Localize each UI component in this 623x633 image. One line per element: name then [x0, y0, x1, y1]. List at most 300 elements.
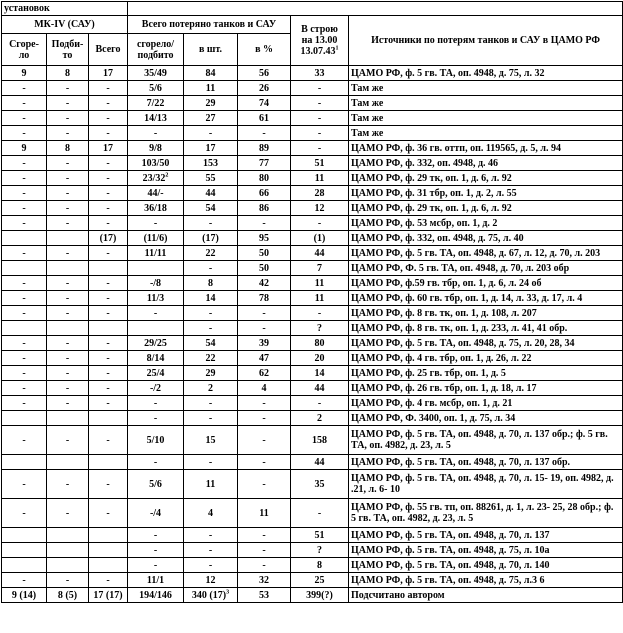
- cell-burned: -: [2, 171, 47, 186]
- cell-in-units: -: [184, 411, 238, 426]
- cell-in-percent: 56: [238, 66, 291, 81]
- cell-in-percent: 32: [238, 573, 291, 588]
- table-row: [2, 201, 623, 216]
- cell-total: [89, 321, 128, 336]
- cell-burned: -: [2, 366, 47, 381]
- cell-burned: -: [2, 96, 47, 111]
- cell-in-units: 27: [184, 111, 238, 126]
- cell-in-service: 20: [291, 351, 349, 366]
- cell-total: 17: [89, 66, 128, 81]
- table-row: [2, 306, 623, 321]
- cell-in-units: -: [184, 455, 238, 470]
- cell-total: -: [89, 126, 128, 141]
- cell-burned: -: [2, 156, 47, 171]
- cell-in-service: ?: [291, 543, 349, 558]
- cell-burned-knocked: 8/14: [128, 351, 184, 366]
- cell-in-service: 8: [291, 558, 349, 573]
- cell-in-service: -: [291, 111, 349, 126]
- cell-source: ЦАМО РФ, ф.59 гв. тбр, оп. 1, д. 6, л. 24 об: [349, 276, 623, 291]
- cell-burned: -: [2, 426, 47, 455]
- header-burned-knocked: сгорело/ подбито: [128, 34, 184, 66]
- total-cell-source: Подсчитано автором: [349, 588, 623, 603]
- cell-burned-knocked: -: [128, 216, 184, 231]
- cell-burned-knocked: 29/25: [128, 336, 184, 351]
- cell-in-service: -: [291, 306, 349, 321]
- cell-burned-knocked: [128, 261, 184, 276]
- cell-in-service: 12: [291, 201, 349, 216]
- cell-in-service: 44: [291, 455, 349, 470]
- title-filler-cell: [128, 2, 623, 16]
- cell-in-units: 11: [184, 81, 238, 96]
- cell-total: [89, 558, 128, 573]
- cell-total: -: [89, 573, 128, 588]
- cell-in-units: 84: [184, 66, 238, 81]
- cell-in-units: -: [184, 558, 238, 573]
- cell-in-percent: 42: [238, 276, 291, 291]
- total-cell-burned: 9 (14): [2, 588, 47, 603]
- cell-burned: -: [2, 499, 47, 528]
- cell-source: Там же: [349, 96, 623, 111]
- cell-total: -: [89, 156, 128, 171]
- cell-burned: -: [2, 396, 47, 411]
- cell-burned: -: [2, 336, 47, 351]
- cell-burned: [2, 411, 47, 426]
- cell-in-units: 54: [184, 201, 238, 216]
- cell-knocked: -: [47, 470, 89, 499]
- cell-burned: [2, 321, 47, 336]
- table-row: [2, 291, 623, 306]
- table-row: [2, 499, 623, 528]
- cell-burned: -: [2, 81, 47, 96]
- cell-knocked: 8: [47, 141, 89, 156]
- cell-total: -: [89, 381, 128, 396]
- cell-source: ЦАМО РФ, ф. 53 мсбр, оп. 1, д. 2: [349, 216, 623, 231]
- total-cell-burned-knocked: 194/146: [128, 588, 184, 603]
- table-row: [2, 321, 623, 336]
- cell-in-units: 22: [184, 351, 238, 366]
- cell-source: ЦАМО РФ, ф. 5 гв. ТА, оп. 4948, д. 75, л. 10а: [349, 543, 623, 558]
- cell-total: -: [89, 201, 128, 216]
- table-row: [2, 126, 623, 141]
- cell-burned-knocked: -: [128, 411, 184, 426]
- table-row: [2, 111, 623, 126]
- cell-source: ЦАМО РФ, ф. 5 гв. ТА, оп. 4948, д. 70, л. 137: [349, 528, 623, 543]
- cell-source: ЦАМО РФ, ф. 5 гв. ТА, оп. 4948, д. 70, л. 137 обр.; ф. 5 гв. ТА, оп. 4982, д. 23, л. 5: [349, 426, 623, 455]
- table-row: [2, 171, 623, 186]
- cell-knocked: -: [47, 306, 89, 321]
- cell-source: ЦАМО РФ, ф. 60 гв. тбр, оп. 1, д. 14, л. 33, д. 17, л. 4: [349, 291, 623, 306]
- header-in-service-line1: В строю: [301, 24, 338, 35]
- cell-in-percent: 50: [238, 246, 291, 261]
- table-row: [2, 426, 623, 455]
- cell-in-units: 11: [184, 470, 238, 499]
- table-row: [2, 411, 623, 426]
- cell-in-percent: -: [238, 411, 291, 426]
- tank-losses-table: [1, 1, 623, 603]
- cell-burned-knocked: -: [128, 543, 184, 558]
- table-body: [2, 2, 623, 603]
- cell-source: ЦАМО РФ, ф. 332, оп. 4948, д. 46: [349, 156, 623, 171]
- cell-burned: 9: [2, 66, 47, 81]
- cell-knocked: -: [47, 499, 89, 528]
- table-row: [2, 528, 623, 543]
- cell-burned: [2, 543, 47, 558]
- cell-burned-knocked: 5/6: [128, 470, 184, 499]
- cell-in-service: 11: [291, 171, 349, 186]
- header-in-service: [291, 16, 349, 66]
- cell-in-percent: 66: [238, 186, 291, 201]
- cell-burned-knocked: -: [128, 455, 184, 470]
- cell-in-service: ?: [291, 321, 349, 336]
- cell-total: -: [89, 291, 128, 306]
- cell-in-units: -: [184, 528, 238, 543]
- cell-source: Там же: [349, 81, 623, 96]
- cell-in-units: 2: [184, 381, 238, 396]
- cell-in-percent: 77: [238, 156, 291, 171]
- cell-total: -: [89, 366, 128, 381]
- cell-in-service: -: [291, 81, 349, 96]
- cell-burned-knocked: 5/10: [128, 426, 184, 455]
- cell-in-percent: -: [238, 321, 291, 336]
- cell-burned-knocked: -: [128, 306, 184, 321]
- total-row: [2, 588, 623, 603]
- cell-in-service: 80: [291, 336, 349, 351]
- cell-source: ЦАМО РФ, ф. 5 гв. ТА, оп. 4948, д. 70, л. 140: [349, 558, 623, 573]
- cell-burned: -: [2, 573, 47, 588]
- cell-burned-knocked: 35/49: [128, 66, 184, 81]
- cell-in-percent: -: [238, 543, 291, 558]
- table-row: [2, 231, 623, 246]
- cell-burned-knocked: -: [128, 558, 184, 573]
- cell-source: ЦАМО РФ, ф. 8 гв. тк, оп. 1, д. 233, л. 41, 41 обр.: [349, 321, 623, 336]
- cell-in-service: 33: [291, 66, 349, 81]
- cell-burned-knocked: 11/1: [128, 573, 184, 588]
- cell-in-percent: 4: [238, 381, 291, 396]
- cell-total: [89, 543, 128, 558]
- cell-total: [89, 411, 128, 426]
- header-in-service-line2: на 13.00: [301, 35, 338, 46]
- cell-burned-knocked: -/2: [128, 381, 184, 396]
- cell-in-service: 11: [291, 276, 349, 291]
- table-row: [2, 261, 623, 276]
- cell-total: -: [89, 171, 128, 186]
- total-cell-total: 17 (17): [89, 588, 128, 603]
- cell-source: ЦАМО РФ, ф. 5 гв. ТА, оп. 4948, д. 70, л. 15- 19, оп. 4982, д. .21, л. 6- 10: [349, 470, 623, 499]
- cell-in-units: 14: [184, 291, 238, 306]
- cell-burned-knocked: (11/6): [128, 231, 184, 246]
- cell-in-service: -: [291, 396, 349, 411]
- cell-in-percent: -: [238, 470, 291, 499]
- cell-in-percent: -: [238, 558, 291, 573]
- title-cell: установок: [2, 2, 128, 16]
- table-row: [2, 276, 623, 291]
- cell-knocked: [47, 455, 89, 470]
- cell-in-percent: 89: [238, 141, 291, 156]
- table-row: [2, 558, 623, 573]
- cell-total: -: [89, 111, 128, 126]
- header-in-percent: в %: [238, 34, 291, 66]
- cell-in-percent: -: [238, 396, 291, 411]
- table-row: [2, 66, 623, 81]
- cell-burned: -: [2, 381, 47, 396]
- cell-in-units: 29: [184, 96, 238, 111]
- cell-source: ЦАМО РФ, ф. 4 гв. мсбр, оп. 1, д. 21: [349, 396, 623, 411]
- cell-in-percent: 11: [238, 499, 291, 528]
- cell-total: -: [89, 351, 128, 366]
- table-row: [2, 543, 623, 558]
- cell-knocked: -: [47, 336, 89, 351]
- total-cell-knocked: 8 (5): [47, 588, 89, 603]
- cell-total: [89, 261, 128, 276]
- cell-burned: [2, 455, 47, 470]
- cell-total: -: [89, 396, 128, 411]
- cell-source: ЦАМО РФ, Ф. 3400, оп. 1, д. 75, л. 34: [349, 411, 623, 426]
- cell-knocked: -: [47, 381, 89, 396]
- cell-burned: -: [2, 351, 47, 366]
- cell-in-service: -: [291, 126, 349, 141]
- cell-in-units: 44: [184, 186, 238, 201]
- cell-total: -: [89, 426, 128, 455]
- cell-burned: -: [2, 291, 47, 306]
- cell-in-percent: 74: [238, 96, 291, 111]
- cell-knocked: -: [47, 201, 89, 216]
- cell-in-service: 25: [291, 573, 349, 588]
- cell-burned-knocked: 11/11: [128, 246, 184, 261]
- cell-burned-knocked: 44/-: [128, 186, 184, 201]
- cell-burned: -: [2, 111, 47, 126]
- cell-burned-knocked: -: [128, 528, 184, 543]
- cell-in-service: (1): [291, 231, 349, 246]
- cell-in-percent: 26: [238, 81, 291, 96]
- cell-in-units: -: [184, 216, 238, 231]
- cell-in-percent: 78: [238, 291, 291, 306]
- cell-knocked: [47, 231, 89, 246]
- cell-in-units: -: [184, 321, 238, 336]
- cell-total: -: [89, 246, 128, 261]
- cell-in-percent: 86: [238, 201, 291, 216]
- cell-source: ЦАМО РФ, ф. 5 гв. ТА, оп. 4948, д. 67, л. 12, д. 70, л. 203: [349, 246, 623, 261]
- cell-knocked: -: [47, 426, 89, 455]
- table-row: [2, 470, 623, 499]
- cell-in-units: 15: [184, 426, 238, 455]
- cell-in-service: 44: [291, 381, 349, 396]
- cell-in-service: -: [291, 96, 349, 111]
- total-cell-in-percent: 53: [238, 588, 291, 603]
- cell-knocked: [47, 411, 89, 426]
- cell-burned: -: [2, 126, 47, 141]
- cell-source: ЦАМО РФ, ф. 29 тк, оп. 1, д. 6, л. 92: [349, 201, 623, 216]
- cell-burned-knocked: [128, 321, 184, 336]
- cell-knocked: -: [47, 81, 89, 96]
- cell-knocked: -: [47, 156, 89, 171]
- total-cell-in-service: 399(?): [291, 588, 349, 603]
- table-row: [2, 141, 623, 156]
- cell-burned-knocked: $23/32^2$: [128, 171, 184, 186]
- cell-burned: -: [2, 276, 47, 291]
- cell-burned: 9: [2, 141, 47, 156]
- cell-total: [89, 455, 128, 470]
- cell-burned: -: [2, 306, 47, 321]
- cell-in-service: 28: [291, 186, 349, 201]
- cell-in-percent: -: [238, 528, 291, 543]
- cell-knocked: -: [47, 171, 89, 186]
- cell-source: ЦАМО РФ, ф. 5 гв. ТА, оп. 4948, д. 75, л.3 6: [349, 573, 623, 588]
- cell-in-service: 44: [291, 246, 349, 261]
- cell-burned: -: [2, 186, 47, 201]
- cell-total: -: [89, 186, 128, 201]
- table-row: [2, 455, 623, 470]
- table-row: [2, 186, 623, 201]
- cell-in-percent: -: [238, 126, 291, 141]
- cell-total: -: [89, 306, 128, 321]
- cell-knocked: -: [47, 291, 89, 306]
- table-row: [2, 366, 623, 381]
- cell-source: Там же: [349, 126, 623, 141]
- cell-total: 17: [89, 141, 128, 156]
- cell-burned-knocked: -/8: [128, 276, 184, 291]
- cell-knocked: -: [47, 246, 89, 261]
- cell-burned-knocked: -: [128, 396, 184, 411]
- cell-in-units: 55: [184, 171, 238, 186]
- cell-knocked: [47, 543, 89, 558]
- cell-knocked: -: [47, 216, 89, 231]
- cell-source: ЦАМО РФ, ф. 29 тк, оп. 1, д. 6, л. 92: [349, 171, 623, 186]
- header-burned: Сгоре- ло: [2, 34, 47, 66]
- cell-in-units: -: [184, 543, 238, 558]
- cell-knocked: -: [47, 96, 89, 111]
- cell-burned: -: [2, 246, 47, 261]
- cell-in-units: 54: [184, 336, 238, 351]
- header-in-units: в шт.: [184, 34, 238, 66]
- cell-in-units: -: [184, 396, 238, 411]
- table-row: [2, 336, 623, 351]
- cell-source: ЦАМО РФ, ф. 5 гв. ТА, оп. 4948, д. 70, л. 137 обр.: [349, 455, 623, 470]
- cell-burned-knocked: 14/13: [128, 111, 184, 126]
- footnote-mark: 3: [226, 589, 230, 596]
- cell-total: -: [89, 276, 128, 291]
- cell-in-units: 12: [184, 573, 238, 588]
- table-row: [2, 396, 623, 411]
- title-row: [2, 2, 623, 16]
- cell-knocked: 8: [47, 66, 89, 81]
- header-row-1: [2, 16, 623, 34]
- cell-source: ЦАМО РФ, Ф. 5 гв. ТА, оп. 4948, д. 70, л. 203 обр: [349, 261, 623, 276]
- table-row: [2, 156, 623, 171]
- cell-source: ЦАМО РФ, ф. 4 гв. тбр, оп. 1, д. 26, л. 22: [349, 351, 623, 366]
- table-row: [2, 573, 623, 588]
- cell-in-percent: 62: [238, 366, 291, 381]
- cell-in-percent: -: [238, 306, 291, 321]
- cell-burned: -: [2, 216, 47, 231]
- cell-knocked: -: [47, 366, 89, 381]
- cell-in-units: 153: [184, 156, 238, 171]
- cell-total: -: [89, 499, 128, 528]
- table-row: [2, 246, 623, 261]
- cell-burned-knocked: -/4: [128, 499, 184, 528]
- cell-burned-knocked: 11/3: [128, 291, 184, 306]
- cell-burned-knocked: 25/4: [128, 366, 184, 381]
- cell-in-units: 8: [184, 276, 238, 291]
- cell-source: ЦАМО РФ, ф. 5 гв. ТА, оп. 4948, д. 75, л. 20, 28, 34: [349, 336, 623, 351]
- cell-knocked: [47, 321, 89, 336]
- cell-source: ЦАМО РФ, ф. 332, оп. 4948, д. 75, л. 40: [349, 231, 623, 246]
- cell-knocked: -: [47, 126, 89, 141]
- cell-in-service: 158: [291, 426, 349, 455]
- cell-source: ЦАМО РФ, ф. 55 гв. тп, оп. 88261, д. 1, л. 23- 25, 28 обр.; ф. 5 гв. ТА, оп. 4982, д. 23, л. 5: [349, 499, 623, 528]
- cell-knocked: [47, 558, 89, 573]
- cell-burned-knocked: 36/18: [128, 201, 184, 216]
- cell-in-units: -: [184, 306, 238, 321]
- cell-knocked: -: [47, 396, 89, 411]
- cell-burned: [2, 231, 47, 246]
- cell-burned-knocked: 103/50: [128, 156, 184, 171]
- cell-in-service: 7: [291, 261, 349, 276]
- table-row: [2, 96, 623, 111]
- cell-knocked: -: [47, 111, 89, 126]
- cell-burned: [2, 558, 47, 573]
- cell-source: Там же: [349, 111, 623, 126]
- header-sources: Источники по потерям танков и САУ в ЦАМО РФ: [349, 16, 623, 66]
- cell-in-service: 51: [291, 156, 349, 171]
- cell-total: -: [89, 96, 128, 111]
- cell-total: [89, 528, 128, 543]
- cell-in-service: 51: [291, 528, 349, 543]
- cell-in-percent: 95: [238, 231, 291, 246]
- cell-in-percent: -: [238, 455, 291, 470]
- cell-burned-knocked: 9/8: [128, 141, 184, 156]
- cell-in-service: 2: [291, 411, 349, 426]
- table-row: [2, 351, 623, 366]
- cell-in-units: -: [184, 261, 238, 276]
- cell-knocked: -: [47, 351, 89, 366]
- cell-total: -: [89, 470, 128, 499]
- cell-knocked: [47, 528, 89, 543]
- footnote-mark: 2: [165, 172, 169, 179]
- cell-burned: [2, 261, 47, 276]
- cell-knocked: [47, 261, 89, 276]
- table-row: [2, 381, 623, 396]
- cell-in-service: 11: [291, 291, 349, 306]
- cell-knocked: -: [47, 573, 89, 588]
- cell-knocked: -: [47, 186, 89, 201]
- cell-burned: -: [2, 201, 47, 216]
- cell-in-service: -: [291, 141, 349, 156]
- cell-in-percent: -: [238, 216, 291, 231]
- cell-in-units: -: [184, 126, 238, 141]
- cell-in-units: 17: [184, 141, 238, 156]
- cell-in-service: 14: [291, 366, 349, 381]
- header-in-service-line3: 13.07.43: [300, 46, 336, 57]
- cell-total: -: [89, 336, 128, 351]
- cell-total: -: [89, 81, 128, 96]
- cell-source: ЦАМО РФ, ф. 8 гв. тк, оп. 1, д. 108, л. 207: [349, 306, 623, 321]
- cell-source: ЦАМО РФ, ф. 5 гв. ТА, оп. 4948, д. 75, л. 32: [349, 66, 623, 81]
- cell-in-percent: 39: [238, 336, 291, 351]
- cell-in-percent: 80: [238, 171, 291, 186]
- cell-in-percent: 61: [238, 111, 291, 126]
- cell-in-service: -: [291, 499, 349, 528]
- cell-in-units: 4: [184, 499, 238, 528]
- cell-burned: [2, 528, 47, 543]
- header-mk4: МК-IV (САУ): [2, 16, 128, 34]
- table-row: [2, 81, 623, 96]
- cell-source: ЦАМО РФ, ф. 36 гв. оттп, оп. 119565, д. 5, л. 94: [349, 141, 623, 156]
- cell-in-units: 22: [184, 246, 238, 261]
- cell-source: ЦАМО РФ, ф. 26 гв. тбр, оп. 1, д. 18, л. 17: [349, 381, 623, 396]
- cell-total: -: [89, 216, 128, 231]
- cell-in-percent: -: [238, 426, 291, 455]
- cell-source: ЦАМО РФ, ф. 31 тбр, оп. 1, д. 2, л. 55: [349, 186, 623, 201]
